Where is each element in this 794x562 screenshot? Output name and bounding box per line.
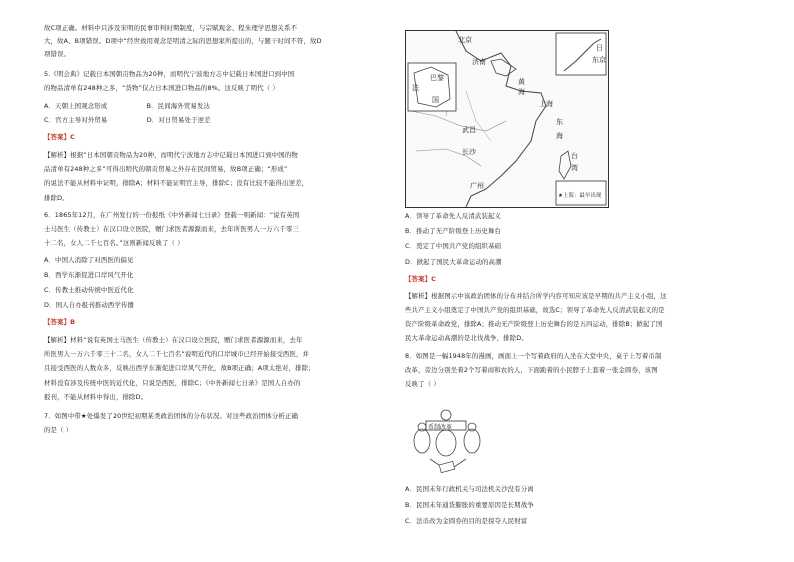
text-line: 品清单有248种之多”可得出明代的朝贡贸易之外存在民间贸易，故B项正确；“形成” [44,165,288,173]
yellow-sea-label-2: 海 [518,88,525,96]
wuchang-label: 武昌 [462,126,476,134]
east-sea-label-1: 东 [556,118,563,126]
cartoon-drawing [408,407,488,477]
text-line: 民大革命运动高潮的是北伐战争，排除D。 [405,334,528,342]
option-c: C．法币改为金圆券的目的是掠夺人民财富 [405,517,528,525]
text-line: 十二名，女人二千七百名。”这则新闻反映了（ ） [44,239,184,247]
text-line: 些共产主义小组奠定了中国共产党的组织基础，故选C；领导了革命先人反清武装起义的是 [405,306,665,314]
text-line: 的是（ ） [44,426,73,434]
text-line: 资产阶级革命政党，排除A；推动无产阶级登上历史舞台的是五四运动，排除B；掀起了国 [405,320,663,328]
east-sea-label-2: 海 [556,132,563,140]
analysis-text: 【解析】材料“说有英国士马医生（传教士）在汉口设立医院，赠门求医者源源而来，去年 [44,336,303,344]
text-line: 所医男人一万六千零三十二名，女人二千七百名”说明近代的口岸城市已经开始接受西医，并 [44,350,310,358]
shanghai-label: 上海 [539,100,553,108]
option-a: A．领导了革命先人反清武装起义 [405,212,502,220]
text-line: 排除D。 [44,194,69,202]
taiwan-label-2: 湾 [571,164,578,172]
option-cd: C．官方主导对外贸易 D．对日贸易处于逆差 [44,116,211,124]
question-6: 6．1865年12月，在广州发行的一份报纸《中外新闻七日录》登载一则新闻：“说有英国 [44,211,300,219]
france-label: 法 [412,84,419,92]
china-map-figure [405,30,609,208]
japan-label: 日 [596,44,603,52]
analysis-text: 【解析】根据“日本国朝贡物品为20种，而明代宁波地方志中记载日本国进口到中国的物 [44,151,298,159]
option-d: D．国人自办报刊推动西学传播 [44,301,135,309]
answer-label: 【答案】B [44,318,76,326]
cartoon-banner: 币制改革 [428,424,453,431]
text-line: 报刊，不能从材料中得出，排除D。 [44,393,148,401]
beijing-label: 北京 [458,36,472,44]
option-c: C．传教士推动传统中医近代化 [44,286,134,294]
option-b: B．民国末年通货膨胀的重要原因是长期战争 [405,501,534,509]
map-legend: ★上海：最早出现 [558,193,602,199]
text-line: 故C项正确。材料中只涉及宋明的民事审判时期制度，与宗赋观念、程朱理学思想关系不 [44,24,298,32]
answer-label: 【答案】C [405,275,437,283]
text-line: 反映了（ ） [405,380,440,388]
option-b: B．西学东渐促进口岸风气开化 [44,271,134,279]
country-label: 国 [432,96,439,104]
taiwan-label-1: 台 [571,152,578,160]
yellow-sea-label-1: 黄 [518,78,525,86]
map-outline [406,31,608,207]
text-line: 改革，旁边分别坐着2个写着商和农的人，下面跪着的小民脖子上套着一张金圆券，该图 [405,366,658,374]
tokyo-label: 东京 [592,56,606,64]
option-a: A．中国人消除了对西医的偏见 [44,256,134,264]
changsha-label: 长沙 [462,148,476,156]
bali-label: 巴黎 [430,74,444,82]
jinan-label: 济南 [472,58,486,66]
text-line: 的物品清单有248种之多，“货物”仅占日本国进口物品的8%。这反映了明代（ ） [44,84,279,92]
question-5: 5.《明会典》记载日本国朝贡物品为20种，而明代宁波地方志中记载日本国进口到中国 [44,70,295,78]
option-ab: A．天朝上国观念形成 B．民间海外贸易发达 [44,102,211,110]
text-line: 且接受西医的人数众多，反映出西学东渐促进口岸风气开化，故B项正确；A项太绝对，排除； [44,364,315,372]
question-8: 8．如图是一幅1948年的漫画，画面上一个写着政府的人坐在大堂中央，桌子上写着币制 [405,352,662,360]
text-line: 的说法不能从材料中证明，排除A；材料不能证明官主导，排除C；没有比较不能得出逆差， [44,179,309,187]
option-c: C．奠定了中国共产党的组织基础 [405,242,502,250]
option-a: A．民国末年行政机关与司法机关沙没有分离 [405,485,534,493]
question-7: 7．如图中带★处爆发了20世纪初期某类政治团体的分布状况。对这些政治团体分析正确 [44,412,298,420]
guangzhou-label: 广州 [470,182,484,190]
answer-label: 【答案】C [44,133,76,141]
option-d: D．掀起了国民大革命运动的高潮 [405,258,502,266]
text-line: 大，故A、B项错误。D项中“经世致用观念是明清之际的思想家所提出的，与题干时间不符，故D [44,37,322,45]
text-line: 士马医生（传教士）在汉口设立医院，赠门求医者源源而来，去年所医男人一万六千零三 [44,225,300,233]
text-line: 项错误。 [44,50,71,58]
text-line: 材料没有涉及传统中医的近代化，只说是西医，排除C；《中外新闻七日录》是国人自办的 [44,379,301,387]
option-b: B．推动了无产阶级登上历史舞台 [405,227,502,235]
analysis-text: 【解析】根据图示中该政治团体的分布并结合所学内容可知应该是早期的共产主义小组，这 [405,292,667,300]
cartoon-illustration [408,407,488,477]
